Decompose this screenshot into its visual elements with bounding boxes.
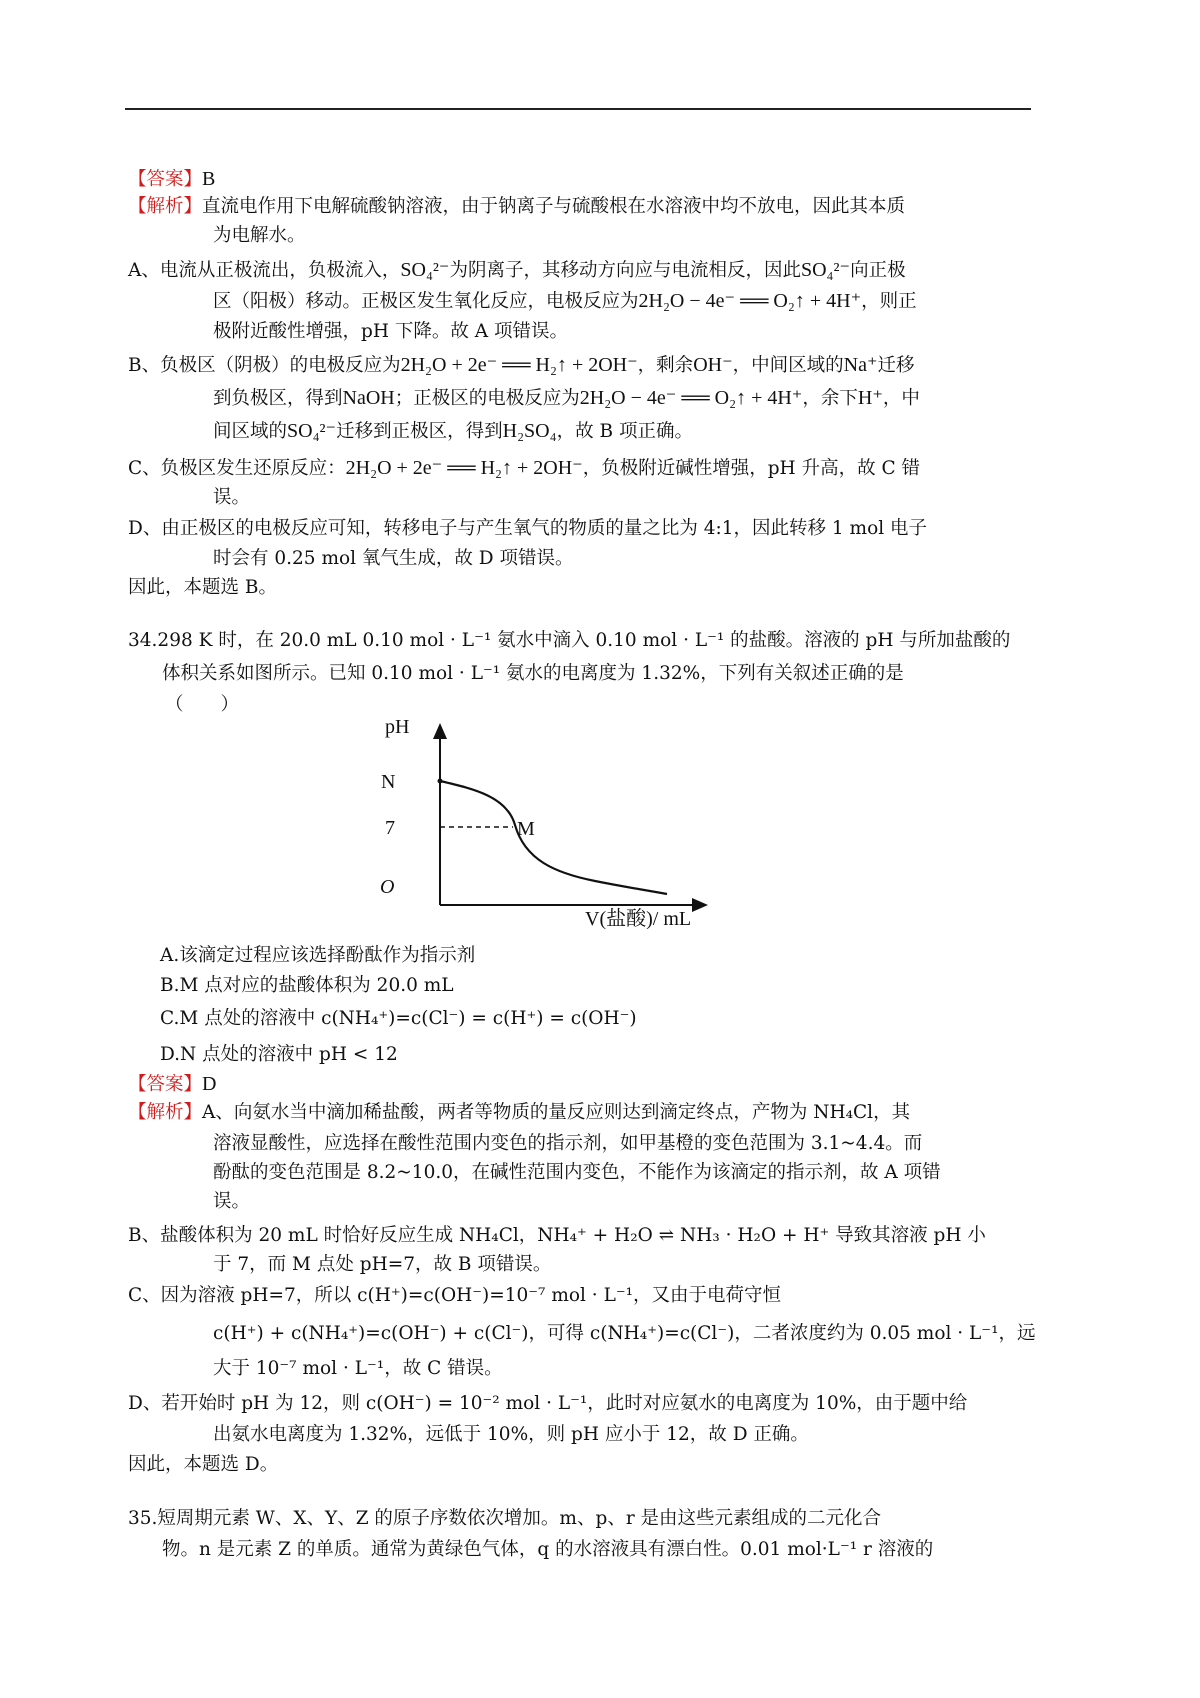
ion: Na⁺ bbox=[843, 354, 878, 376]
answer-tag: 【答案】 bbox=[128, 169, 203, 190]
text: 间区域的 bbox=[213, 421, 288, 442]
answer-value: D bbox=[202, 1073, 217, 1095]
equation: 2H₂O − 4e⁻ ══ O₂↑ + 4H⁺ bbox=[579, 387, 803, 409]
x-axis-label: V(盐酸)/ mL bbox=[585, 908, 692, 930]
q34-c-line-2: c(H⁺) + c(NH₄⁺)=c(OH⁻) + c(Cl⁻)，可得 c(NH₄⁺)=c(Cl⁻)，二者浓度约为 0.05 mol · L⁻¹，远 bbox=[213, 1323, 1036, 1344]
titration-chart bbox=[380, 715, 760, 930]
answer-tag: 【答案】 bbox=[128, 1074, 203, 1095]
y-axis-label: pH bbox=[385, 716, 410, 738]
q33-answer-line bbox=[128, 167, 215, 192]
q34-analysis-line-4: 误。 bbox=[213, 1191, 251, 1212]
x-axis-arrow bbox=[692, 898, 708, 912]
header-rule bbox=[125, 108, 1031, 110]
text: ，负极附近碱性增强，pH 升高，故 C 错 bbox=[582, 458, 920, 479]
q34-bracket: （ ） bbox=[165, 694, 240, 715]
q33-d-line-2: 时会有 0.25 mol 氧气生成，故 D 项错误。 bbox=[213, 548, 574, 569]
q33-a-line-3: 极附近酸性增强，pH 下降。故 A 项错误。 bbox=[213, 321, 568, 342]
text: ；正极区的电极反应为 bbox=[394, 388, 580, 409]
analysis-text: 直流电作用下电解硫酸钠溶液，由于钠离子与硫酸根在水溶液中均不放电，因此其本质 bbox=[202, 196, 906, 217]
q33-analysis-line-1 bbox=[128, 195, 905, 219]
sulfate-ion: SO₄²⁻ bbox=[800, 259, 851, 281]
text: 为阴离子，其移动方向应与电流相反，因此 bbox=[449, 260, 801, 281]
n-point bbox=[438, 779, 443, 784]
answer-value: B bbox=[202, 168, 216, 190]
sulfate-ion: SO₄²⁻ bbox=[400, 259, 450, 281]
q33-d-line-1: D、由正极区的电极反应可知，转移电子与产生氧气的物质的量之比为 4:1，因此转移 1 mol 电子 bbox=[128, 518, 927, 539]
origin-label: O bbox=[380, 876, 395, 898]
q34-conclusion: 因此，本题选 D。 bbox=[128, 1454, 279, 1475]
q33-b-line-3 bbox=[213, 419, 693, 444]
q35-stem-line-2: 物。n 是元素 Z 的单质。通常为黄绿色气体，q 的水溶液具有漂白性。0.01 mol·L⁻¹ r 溶液的 bbox=[162, 1539, 934, 1560]
q34-answer-line bbox=[128, 1072, 216, 1097]
text: ，中 bbox=[882, 388, 920, 409]
q34-option-d: D.N 点处的溶液中 pH < 12 bbox=[160, 1044, 398, 1065]
analysis-text: A、向氨水当中滴加稀盐酸，两者等物质的量反应则达到滴定终点，产物为 NH₄Cl，其 bbox=[202, 1102, 911, 1123]
q34-analysis-line-1 bbox=[128, 1101, 910, 1125]
q33-c-line-2: 误。 bbox=[213, 487, 251, 508]
text: ，故 B 项正确。 bbox=[556, 421, 693, 442]
q33-a-line-1 bbox=[128, 258, 906, 283]
text: 区（阳极）移动。正极区发生氧化反应，电极反应为 bbox=[213, 291, 639, 312]
analysis-tag: 【解析】 bbox=[128, 1102, 203, 1123]
text: 迁移到正极区，得到 bbox=[336, 421, 503, 442]
formula: NaOH bbox=[342, 387, 395, 409]
text: ，则正 bbox=[861, 291, 917, 312]
equation: 2H₂O + 2e⁻ ══ H₂↑ + 2OH⁻ bbox=[345, 457, 583, 479]
q33-conclusion: 因此，本题选 B。 bbox=[128, 577, 277, 598]
ion: OH⁻ bbox=[693, 354, 733, 376]
ion: H⁺ bbox=[857, 387, 883, 409]
titration-curve bbox=[440, 781, 667, 894]
q33-analysis-line-2: 为电解水。 bbox=[213, 225, 306, 246]
text: ，中间区域的 bbox=[732, 355, 844, 376]
q34-d-line-1: D、若开始时 pH 为 12，则 c(OH⁻) = 10⁻² mol · L⁻¹，此时对应氨水的电离度为 10%，由于题中给 bbox=[128, 1393, 968, 1414]
q33-a-line-2 bbox=[213, 289, 917, 314]
q34-option-b: B.M 点对应的盐酸体积为 20.0 mL bbox=[160, 975, 454, 996]
text: 到负极区，得到 bbox=[213, 388, 343, 409]
m-point-label: M bbox=[517, 818, 535, 840]
q34-stem-line-2: 体积关系如图所示。已知 0.10 mol · L⁻¹ 氨水的电离度为 1.32%，下列有关叙述正确的是 bbox=[162, 663, 904, 684]
q34-option-c: C.M 点处的溶液中 c(NH₄⁺)=c(Cl⁻) = c(H⁺) = c(OH⁻) bbox=[160, 1008, 637, 1029]
text: 向正极 bbox=[850, 260, 906, 281]
ph7-label: 7 bbox=[385, 817, 395, 839]
analysis-tag: 【解析】 bbox=[128, 196, 203, 217]
n-point-label: N bbox=[381, 771, 396, 793]
q33-c-line-1 bbox=[128, 456, 920, 481]
q34-option-a: A.该滴定过程应该选择酚酞作为指示剂 bbox=[160, 945, 476, 966]
equation: 2H₂O + 2e⁻ ══ H₂↑ + 2OH⁻ bbox=[400, 354, 638, 376]
text: 迁移 bbox=[877, 355, 915, 376]
q34-stem-line-1: 34.298 K 时，在 20.0 mL 0.10 mol · L⁻¹ 氨水中滴入 0.10 mol · L⁻¹ 的盐酸。溶液的 pH 与所加盐酸的 bbox=[128, 630, 1011, 651]
text: C、负极区发生还原反应： bbox=[128, 458, 346, 479]
text: ，余下 bbox=[802, 388, 858, 409]
q35-stem-line-1: 35.短周期元素 W、X、Y、Z 的原子序数依次增加。m、p、r 是由这些元素组成的二元化合 bbox=[128, 1508, 882, 1529]
sulfate-ion: SO₄²⁻ bbox=[287, 420, 337, 442]
q33-b-line-2 bbox=[213, 386, 920, 411]
q34-d-line-2: 出氨水电离度为 1.32%，远低于 10%，则 pH 应小于 12，故 D 正确。 bbox=[213, 1424, 809, 1445]
q34-b-line-1: B、盐酸体积为 20 mL 时恰好反应生成 NH₄Cl，NH₄⁺ + H₂O ⇌ NH₃ · H₂O + H⁺ 导致其溶液 pH 小 bbox=[128, 1225, 986, 1246]
q34-c-line-1: C、因为溶液 pH=7，所以 c(H⁺)=c(OH⁻)=10⁻⁷ mol · L⁻¹，又由于电荷守恒 bbox=[128, 1285, 782, 1306]
q34-c-line-3: 大于 10⁻⁷ mol · L⁻¹，故 C 错误。 bbox=[213, 1358, 503, 1379]
text: B、负极区（阴极）的电极反应为 bbox=[128, 355, 401, 376]
equation: 2H₂O − 4e⁻ ══ O₂↑ + 4H⁺ bbox=[638, 290, 862, 312]
q33-b-line-1 bbox=[128, 353, 915, 378]
y-axis-arrow bbox=[433, 723, 447, 739]
text: A、电流从正极流出，负极流入， bbox=[128, 260, 401, 281]
formula: H₂SO₄ bbox=[502, 420, 557, 442]
q34-analysis-line-2: 溶液显酸性，应选择在酸性范围内变色的指示剂，如甲基橙的变色范围为 3.1~4.4。而 bbox=[213, 1133, 923, 1154]
q34-analysis-line-3: 酚酞的变色范围是 8.2~10.0，在碱性范围内变色，不能作为该滴定的指示剂，故 A 项错 bbox=[213, 1162, 941, 1183]
q34-b-line-2: 于 7，而 M 点处 pH=7，故 B 项错误。 bbox=[213, 1254, 552, 1275]
text: ，剩余 bbox=[637, 355, 694, 376]
